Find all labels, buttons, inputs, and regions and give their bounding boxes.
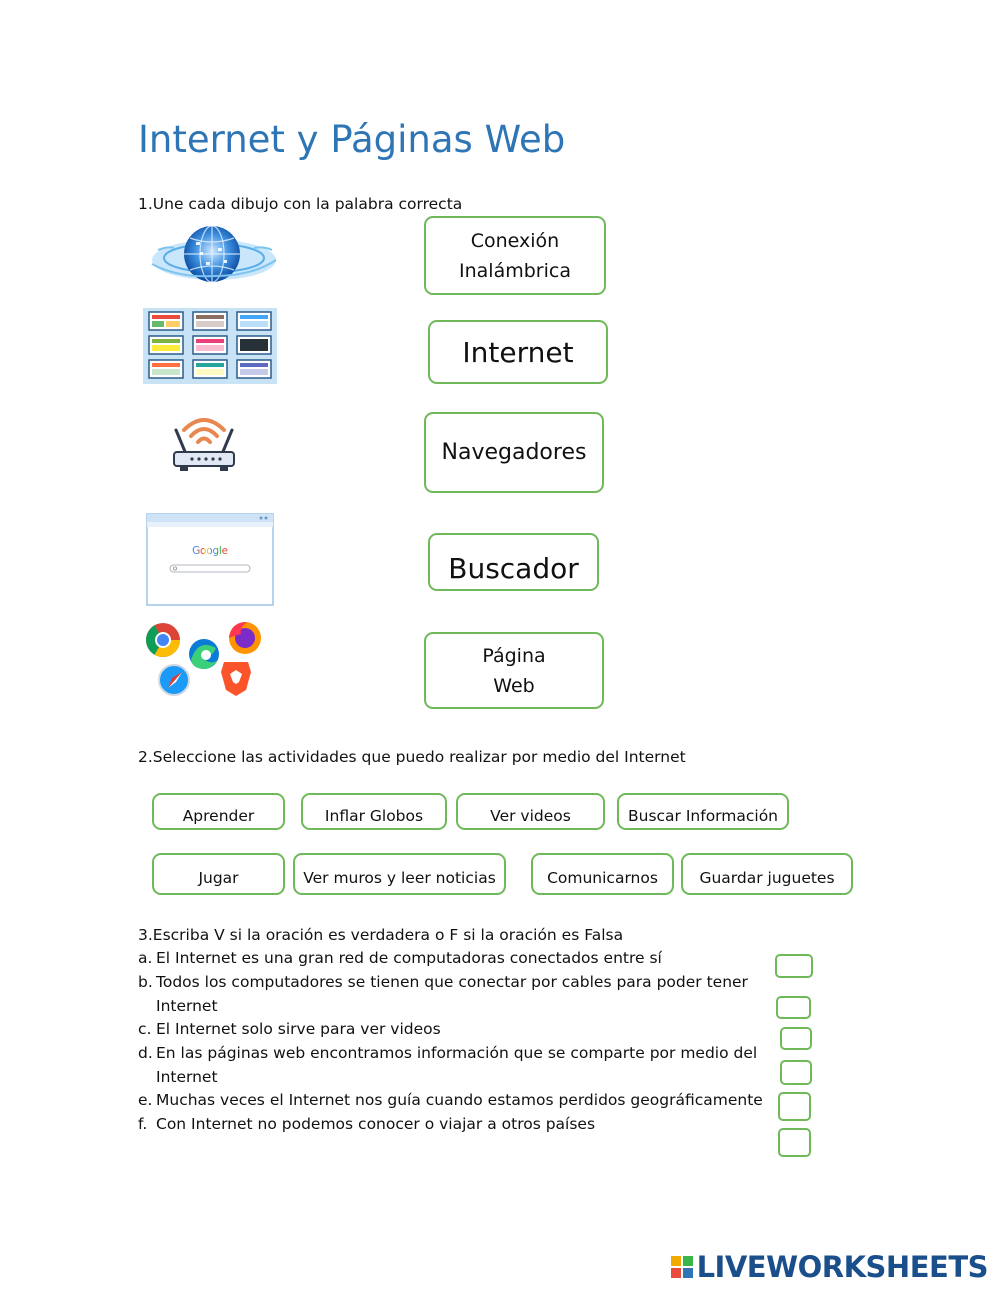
option-comunicarnos[interactable] bbox=[531, 853, 674, 895]
statement-d bbox=[138, 1041, 757, 1089]
word-box-internet[interactable] bbox=[428, 320, 608, 384]
browser-search-window-icon[interactable] bbox=[146, 513, 274, 606]
word-label-line1: Conexión bbox=[470, 229, 560, 252]
word-label-line2: Web bbox=[493, 674, 535, 697]
wifi-router-icon[interactable] bbox=[168, 410, 240, 476]
statement-text: El Internet es una gran red de computadoras conectados entre sí bbox=[156, 949, 662, 967]
word-label-line1: Página bbox=[482, 644, 546, 667]
option-label: Guardar juguetes bbox=[699, 869, 835, 887]
statement-text-continued: Internet bbox=[156, 1068, 218, 1086]
statement-e bbox=[138, 1088, 763, 1112]
statement-letter: c. bbox=[138, 1020, 152, 1038]
word-box-search-engine[interactable] bbox=[428, 533, 599, 591]
answer-box-f[interactable] bbox=[778, 1128, 811, 1157]
answer-box-b[interactable] bbox=[776, 996, 811, 1019]
statement-letter: a. bbox=[138, 949, 153, 967]
browser-logos-icon[interactable] bbox=[144, 620, 268, 700]
option-ver-videos[interactable] bbox=[456, 793, 605, 830]
globe-network-icon[interactable] bbox=[148, 220, 280, 292]
option-inflar-globos[interactable] bbox=[301, 793, 447, 830]
logo-text: LIVEWORKSHEETS bbox=[696, 1250, 988, 1284]
statement-text: Todos los computadores se tienen que conectar por cables para poder tener bbox=[156, 973, 748, 991]
google-logo bbox=[146, 545, 274, 557]
statement-letter: f. bbox=[138, 1115, 148, 1133]
statement-f bbox=[138, 1112, 595, 1136]
logo-mark-icon bbox=[671, 1256, 693, 1278]
question-3-prompt: 3.Escriba V si la oración es verdadera o F si la oración es Falsa bbox=[138, 926, 624, 944]
page-title: Internet y Páginas Web bbox=[138, 118, 566, 161]
option-aprender[interactable] bbox=[152, 793, 285, 830]
word-label-line2: Inalámbrica bbox=[459, 259, 571, 282]
option-guardar-juguetes[interactable] bbox=[681, 853, 853, 895]
word-box-browsers[interactable] bbox=[424, 412, 604, 493]
answer-box-e[interactable] bbox=[778, 1092, 811, 1121]
option-label: Ver muros y leer noticias bbox=[303, 869, 496, 887]
option-label: Comunicarnos bbox=[547, 869, 658, 887]
question-1-prompt: 1.Une cada dibujo con la palabra correcta bbox=[138, 195, 463, 213]
option-jugar[interactable] bbox=[152, 853, 285, 895]
option-label: Buscar Información bbox=[627, 806, 779, 825]
word-box-wireless[interactable] bbox=[424, 216, 606, 295]
google-logo-text: Google bbox=[192, 545, 228, 557]
statement-a bbox=[138, 946, 662, 970]
answer-box-c[interactable] bbox=[780, 1027, 812, 1050]
word-label: Navegadores bbox=[441, 440, 587, 465]
statement-text: Con Internet no podemos conocer o viajar a otros países bbox=[156, 1115, 596, 1133]
option-label: Aprender bbox=[182, 806, 255, 825]
statement-text: En las páginas web encontramos información que se comparte por medio del bbox=[156, 1044, 758, 1062]
liveworksheets-logo[interactable] bbox=[671, 1250, 988, 1284]
word-box-web-page[interactable] bbox=[424, 632, 604, 709]
option-buscar-informacion[interactable] bbox=[617, 793, 789, 830]
statement-text: El Internet solo sirve para ver videos bbox=[156, 1020, 441, 1038]
web-pages-grid-icon[interactable] bbox=[143, 308, 277, 384]
statement-letter: b. bbox=[138, 973, 153, 991]
answer-box-a[interactable] bbox=[775, 954, 813, 978]
statement-letter: e. bbox=[138, 1091, 153, 1109]
statement-text: Muchas veces el Internet nos guía cuando estamos perdidos geográficamente bbox=[156, 1091, 763, 1109]
option-label: Jugar bbox=[198, 869, 239, 887]
statement-text-continued: Internet bbox=[156, 997, 218, 1015]
statement-b bbox=[138, 970, 748, 1018]
word-label: Internet bbox=[462, 335, 574, 369]
word-label: Buscador bbox=[448, 551, 579, 585]
statement-c bbox=[138, 1017, 441, 1041]
option-ver-muros[interactable] bbox=[293, 853, 506, 895]
option-label: Inflar Globos bbox=[324, 806, 424, 825]
answer-box-d[interactable] bbox=[780, 1060, 812, 1085]
question-2-prompt: 2.Seleccione las actividades que puedo realizar por medio del Internet bbox=[138, 748, 686, 766]
option-label: Ver videos bbox=[490, 806, 571, 825]
statement-letter: d. bbox=[138, 1044, 153, 1062]
